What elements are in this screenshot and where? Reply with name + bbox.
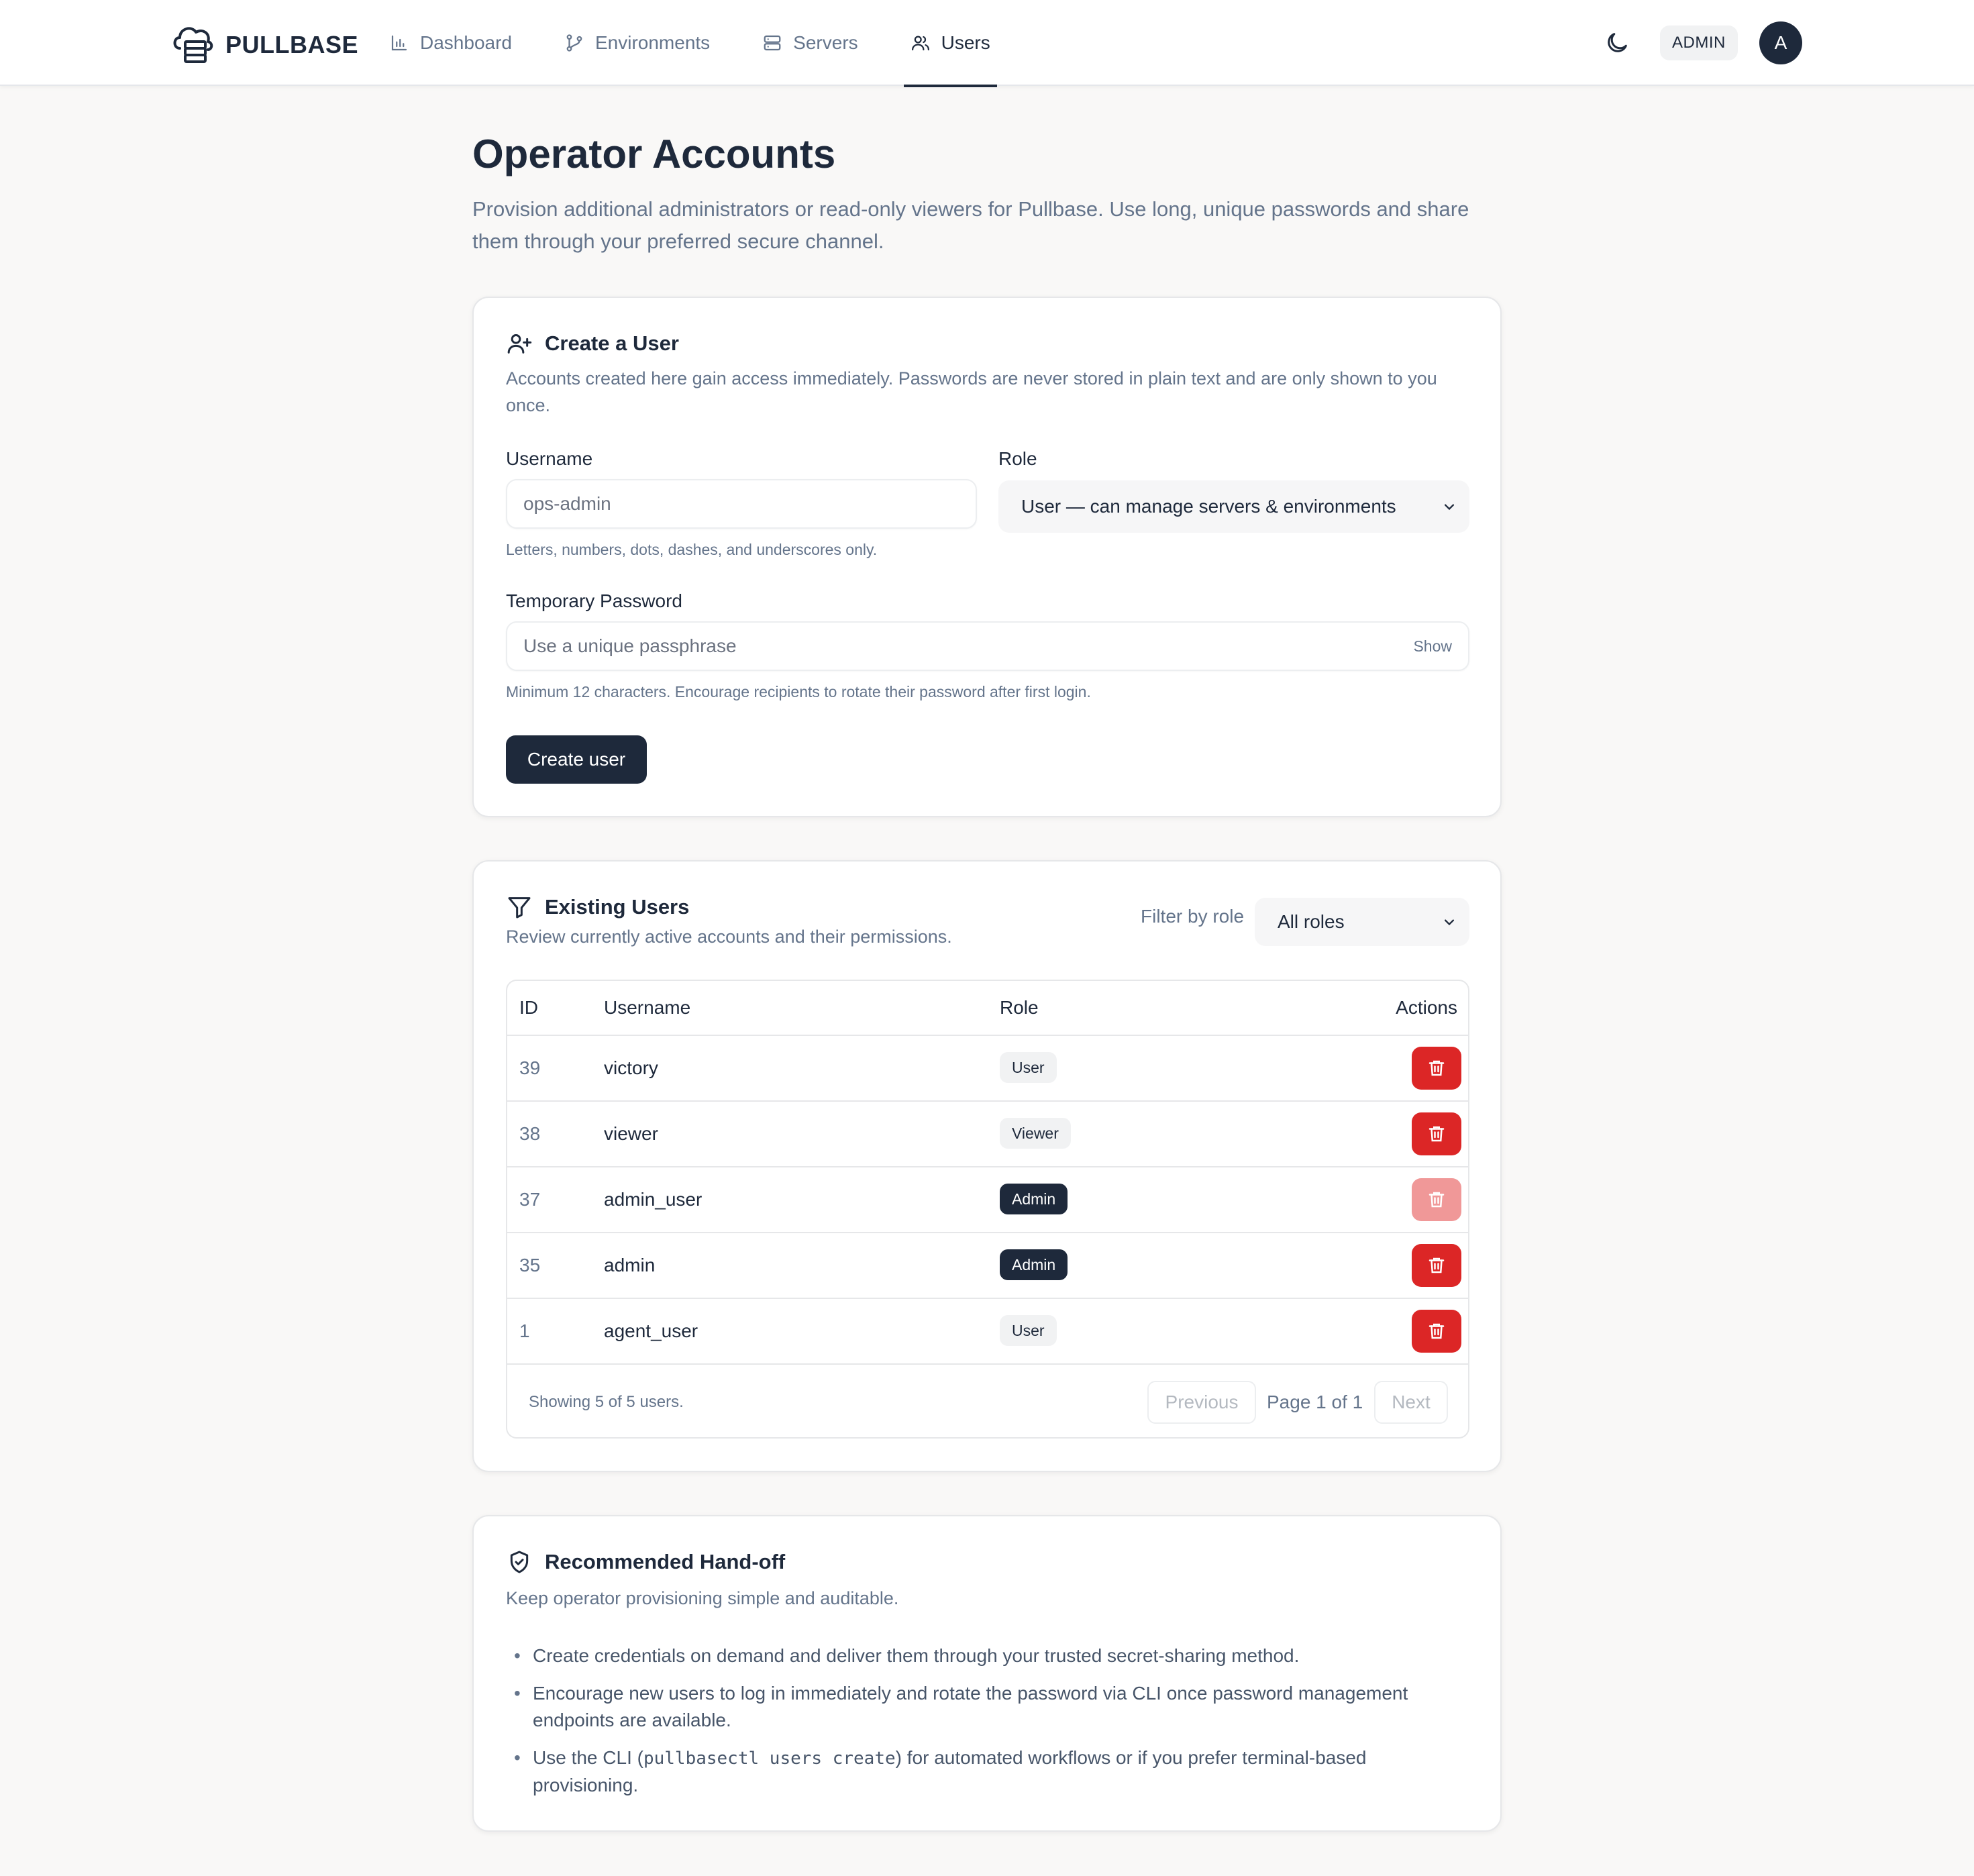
user-id: 1 bbox=[519, 1320, 530, 1341]
trash-icon bbox=[1426, 1190, 1447, 1210]
existing-users-subtitle: Review currently active accounts and their permissions. bbox=[506, 927, 952, 947]
moon-icon bbox=[1604, 30, 1630, 56]
password-field[interactable] bbox=[506, 621, 1469, 671]
role-badge-admin: Admin bbox=[1000, 1249, 1068, 1280]
role-select[interactable] bbox=[998, 480, 1469, 533]
role-filter-value: All roles bbox=[1278, 911, 1345, 932]
delete-user-button[interactable] bbox=[1412, 1310, 1461, 1353]
nav-dashboard-label: Dashboard bbox=[420, 32, 512, 53]
table-row bbox=[507, 1166, 1468, 1232]
user-username: agent_user bbox=[604, 1320, 698, 1341]
brand-logo[interactable] bbox=[169, 19, 358, 70]
delete-user-button[interactable] bbox=[1412, 1244, 1461, 1287]
theme-toggle-button[interactable] bbox=[1604, 30, 1630, 56]
user-username: admin bbox=[604, 1255, 656, 1275]
nav-environments-label: Environments bbox=[594, 32, 711, 53]
list-item bbox=[506, 1680, 1445, 1734]
role-select-value: User — can manage servers & environments bbox=[1021, 496, 1396, 517]
existing-users-title: Existing Users bbox=[545, 895, 690, 919]
list-item bbox=[506, 1744, 1445, 1799]
nav-environments[interactable] bbox=[558, 0, 717, 86]
column-header-actions: Actions bbox=[1396, 997, 1457, 1018]
results-summary: Showing 5 of 5 users. bbox=[529, 1393, 684, 1411]
chevron-down-icon bbox=[1440, 497, 1459, 516]
server-icon bbox=[762, 33, 782, 53]
previous-page-button[interactable]: Previous bbox=[1147, 1381, 1256, 1424]
user-id: 37 bbox=[519, 1189, 541, 1210]
table-footer bbox=[507, 1363, 1468, 1439]
user-username: viewer bbox=[604, 1123, 658, 1144]
tip-text: Encourage new users to log in immediately and rotate the password via CLI once password management endpoints are available. bbox=[533, 1683, 1408, 1730]
page-indicator: Page 1 of 1 bbox=[1267, 1392, 1363, 1412]
trash-icon bbox=[1426, 1321, 1447, 1341]
password-placeholder: Use a unique passphrase bbox=[523, 635, 737, 656]
user-plus-icon bbox=[506, 330, 533, 357]
user-username: admin_user bbox=[604, 1189, 703, 1210]
username-label: Username bbox=[506, 448, 593, 469]
user-id: 35 bbox=[519, 1255, 541, 1275]
create-user-button[interactable]: Create user bbox=[506, 735, 647, 784]
delete-user-button[interactable] bbox=[1412, 1047, 1461, 1090]
nav-users-label: Users bbox=[941, 32, 990, 53]
nav-dashboard[interactable] bbox=[382, 0, 519, 86]
shield-check-icon bbox=[506, 1549, 533, 1575]
role-badge-viewer: Viewer bbox=[1000, 1118, 1071, 1149]
role-label: Role bbox=[998, 448, 1037, 469]
page-title: Operator Accounts bbox=[472, 132, 836, 176]
cli-command: pullbasectl users create bbox=[643, 1749, 896, 1769]
username-placeholder: ops-admin bbox=[523, 493, 611, 514]
trash-icon bbox=[1426, 1255, 1447, 1275]
column-header-id: ID bbox=[519, 997, 538, 1018]
list-item bbox=[506, 1643, 1445, 1669]
top-navigation-bar bbox=[0, 0, 1974, 86]
role-badge-user: User bbox=[1000, 1052, 1057, 1083]
main-nav bbox=[382, 0, 1036, 86]
user-id: 39 bbox=[519, 1057, 541, 1078]
filter-icon bbox=[506, 894, 533, 921]
trash-icon bbox=[1426, 1058, 1447, 1078]
role-filter-select[interactable] bbox=[1255, 898, 1469, 946]
table-row bbox=[507, 1232, 1468, 1298]
nav-servers-label: Servers bbox=[793, 32, 858, 53]
existing-users-card bbox=[472, 860, 1502, 1472]
user-username: victory bbox=[604, 1057, 658, 1078]
nav-servers[interactable] bbox=[756, 0, 864, 86]
handoff-subtitle: Keep operator provisioning simple and auditable. bbox=[506, 1588, 899, 1608]
tip-text: Create credentials on demand and deliver them through your trusted secret-sharing method. bbox=[533, 1645, 1300, 1666]
create-user-title: Create a User bbox=[545, 331, 679, 355]
show-password-button[interactable]: Show bbox=[1413, 637, 1452, 655]
filter-label: Filter by role bbox=[1141, 906, 1245, 927]
chevron-down-icon bbox=[1440, 913, 1459, 931]
tip-text: ) for automated workflows or if you prefer terminal-based provisioning. bbox=[533, 1747, 1367, 1795]
role-badge-user: User bbox=[1000, 1315, 1057, 1346]
handoff-title: Recommended Hand-off bbox=[545, 1550, 786, 1573]
column-header-role: Role bbox=[1000, 997, 1039, 1018]
role-badge: ADMIN bbox=[1660, 25, 1738, 60]
users-icon bbox=[911, 33, 931, 53]
table-row bbox=[507, 1100, 1468, 1166]
password-label: Temporary Password bbox=[506, 590, 682, 611]
users-table bbox=[506, 980, 1469, 1439]
brand-name: PULLBASE bbox=[225, 30, 359, 58]
password-hint: Minimum 12 characters. Encourage recipients to rotate their password after first login. bbox=[506, 683, 1091, 700]
handoff-card bbox=[472, 1515, 1502, 1832]
page-description: Provision additional administrators or read-only viewers for Pullbase. Use long, unique passwords and share them through your preferred secure channel. bbox=[472, 197, 1469, 253]
create-user-card bbox=[472, 297, 1502, 817]
pullbase-logo-icon bbox=[169, 19, 217, 70]
create-user-subtitle: Accounts created here gain access immediately. Passwords are never stored in plain text and are only shown to you once. bbox=[506, 368, 1437, 415]
page-header bbox=[472, 127, 1502, 258]
delete-user-button-disabled bbox=[1412, 1178, 1461, 1221]
table-row bbox=[507, 1298, 1468, 1363]
column-header-username: Username bbox=[604, 997, 691, 1018]
delete-user-button[interactable] bbox=[1412, 1112, 1461, 1155]
username-field[interactable] bbox=[506, 479, 977, 529]
git-branch-icon bbox=[564, 33, 584, 53]
bar-chart-icon bbox=[389, 33, 409, 53]
nav-users[interactable] bbox=[904, 0, 997, 86]
avatar[interactable]: A bbox=[1759, 21, 1802, 64]
next-page-button[interactable]: Next bbox=[1374, 1381, 1448, 1424]
handoff-tips-list bbox=[506, 1643, 1445, 1810]
tip-text: Use the CLI ( bbox=[533, 1747, 643, 1768]
user-id: 38 bbox=[519, 1123, 541, 1144]
table-row bbox=[507, 1035, 1468, 1100]
username-hint: Letters, numbers, dots, dashes, and underscores only. bbox=[506, 541, 878, 558]
role-badge-admin: Admin bbox=[1000, 1184, 1068, 1214]
trash-icon bbox=[1426, 1124, 1447, 1144]
